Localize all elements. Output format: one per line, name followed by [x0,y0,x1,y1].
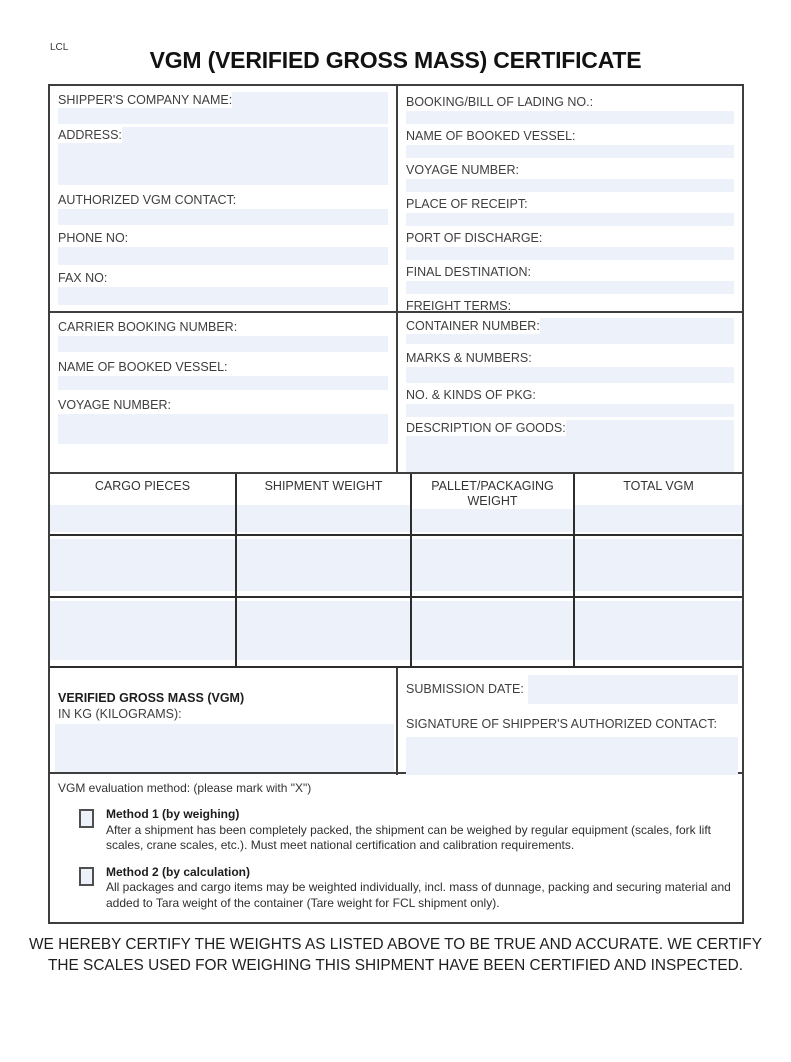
booked-vessel-label: NAME OF BOOKED VESSEL: [406,129,576,143]
weight-cell-r2c1-input[interactable] [50,539,235,591]
shipper-company-name-input[interactable] [58,108,388,124]
weight-table-row2-cell1 [50,534,237,596]
field-freight-terms [406,297,734,311]
field-container-number [406,318,734,344]
carrier-booking-number-label: CARRIER BOOKING NUMBER: [58,320,238,334]
weight-cell-r3c2-input[interactable] [237,601,410,660]
field-description-of-goods [406,420,734,472]
weight-table-row2-cell4 [575,534,742,596]
weight-cell-r2c3-input[interactable] [412,539,573,591]
carrier-voyage-input[interactable] [58,414,388,444]
weight-table-header-shipment-weight [237,474,412,534]
field-shipper-company-name [58,92,388,124]
method2-title: Method 2 (by calculation) [106,864,251,879]
phone-label: PHONE NO: [58,231,129,245]
weight-cell-r1c1-input[interactable] [50,505,235,532]
weight-cell-r1c3-input[interactable] [412,509,573,532]
carrier-voyage-label: VOYAGE NUMBER: [58,398,171,412]
container-details-cell [398,313,742,472]
section-carrier-container [50,313,742,474]
weight-table-row3-cell1 [50,596,237,666]
weight-cell-r2c4-input[interactable] [575,539,742,591]
cargo-pieces-header: CARGO PIECES [94,479,191,493]
field-port-of-discharge [406,229,734,260]
field-bill-of-lading [406,93,734,124]
field-vgm-contact [58,191,388,225]
vgm-title: VERIFIED GROSS MASS (VGM) [58,691,245,705]
final-destination-label: FINAL DESTINATION: [406,265,532,279]
shipment-weight-header: SHIPMENT WEIGHT [264,479,383,493]
shipper-details-cell [50,86,398,311]
field-carrier-vessel [58,358,388,390]
field-carrier-booking-number [58,318,388,352]
field-phone [58,229,388,265]
phone-input[interactable] [58,247,388,265]
field-place-of-receipt [406,195,734,226]
method1-title: Method 1 (by weighing) [106,807,240,821]
field-voyage-number [406,161,734,192]
carrier-booking-number-input[interactable] [58,336,388,352]
total-vgm-header: TOTAL VGM [623,479,694,493]
weight-cell-r1c4-input[interactable] [575,505,742,532]
container-number-input[interactable] [406,334,734,344]
field-email [58,309,388,311]
weight-table-row3-cell2 [237,596,412,666]
vgm-kg-input[interactable] [55,724,394,772]
weight-table-row3-cell3 [412,596,575,666]
fax-label: FAX NO: [58,271,108,285]
field-fax [58,269,388,305]
vgm-contact-input[interactable] [58,209,388,225]
field-submission-date [406,675,738,704]
vgm-contact-label: AUTHORIZED VGM CONTACT: [58,193,237,207]
carrier-vessel-label: NAME OF BOOKED VESSEL: [58,360,228,374]
shipper-address-input-inline[interactable] [122,127,388,143]
container-number-input-inline[interactable] [540,318,734,334]
field-carrier-voyage [58,396,388,444]
field-marks-numbers [406,349,734,383]
weight-cell-r3c3-input[interactable] [412,601,573,660]
method1-description: After a shipment has been completely packed, the shipment can be weighed by regular equipment (scales, fork lift scales, crane scales, etc.). Must meet national certification and calibration requirements. [106,822,711,852]
page-header [48,38,743,84]
port-of-discharge-label: PORT OF DISCHARGE: [406,231,543,245]
vgm-subtitle: IN KG (KILOGRAMS): [58,707,182,721]
pallet-weight-header: PALLET/PACKAGING WEIGHT [431,479,554,508]
marks-numbers-input[interactable] [406,367,734,383]
shipper-address-label: ADDRESS: [58,128,122,142]
weight-table-row3-cell4 [575,596,742,666]
place-of-receipt-input[interactable] [406,213,734,226]
method2-description: All packages and cargo items may be weighted individually, incl. mass of dunnage, packing and securing material and added to Tara weight of the container (Tare weight for FCL shipment only). [106,880,731,910]
field-shipper-address [58,127,388,185]
marks-numbers-label: MARKS & NUMBERS: [406,351,532,365]
weight-table-row2-cell3 [412,534,575,596]
weight-table-row2-cell2 [237,534,412,596]
bill-of-lading-input[interactable] [406,111,734,124]
submission-date-input[interactable] [528,675,738,704]
shipper-company-name-input-inline[interactable] [232,92,388,108]
method1-block [79,807,734,854]
weight-cell-r3c1-input[interactable] [50,601,235,660]
method2-text [106,865,734,912]
place-of-receipt-label: PLACE OF RECEIPT: [406,197,528,211]
submission-cell [398,668,742,775]
voyage-number-label: VOYAGE NUMBER: [406,163,519,177]
field-booked-vessel [406,127,734,158]
container-number-label: CONTAINER NUMBER: [406,319,540,333]
final-destination-input[interactable] [406,281,734,294]
method1-text [106,807,734,854]
vgm-total-cell [50,668,398,775]
booking-details-cell [398,86,742,311]
vgm-certificate-form [48,84,744,924]
shipper-company-name-label: SHIPPER'S COMPANY NAME: [58,93,233,107]
section-shipper-booking [50,86,742,313]
description-of-goods-input[interactable] [406,436,734,472]
section-vgm-submission [50,668,742,774]
certification-statement: WE HEREBY CERTIFY THE WEIGHTS AS LISTED ABOVE TO BE TRUE AND ACCURATE. WE CERTIFY THE SCALES USED FOR WEIGHING THIS SHIPMENT HAVE BEEN CERTIFIED AND INSPECTED. [29,936,762,974]
pkg-input[interactable] [406,404,734,417]
method1-checkbox[interactable] [79,809,94,828]
section-evaluation-method [50,774,742,922]
signature-label: SIGNATURE OF SHIPPER'S AUTHORIZED CONTACT: [406,717,717,731]
voyage-number-input[interactable] [406,179,734,192]
carrier-vessel-input[interactable] [58,376,388,390]
shipper-address-input[interactable] [58,143,388,185]
weight-cell-r3c4-input[interactable] [575,601,742,660]
weight-table-header-pallet-weight [412,474,575,534]
method2-checkbox[interactable] [79,867,94,886]
fax-input[interactable] [58,287,388,305]
weight-table-header-total-vgm [575,474,742,534]
evaluation-heading: VGM evaluation method: (please mark with "X") [58,781,312,795]
weight-cell-r1c2-input[interactable] [237,505,410,532]
field-pkg [406,386,734,417]
weight-table [50,474,742,668]
page-title: VGM (VERIFIED GROSS MASS) CERTIFICATE [149,47,642,73]
freight-terms-label: FREIGHT TERMS: [406,299,512,311]
pkg-label: NO. & KINDS OF PKG: [406,388,536,402]
port-of-discharge-input[interactable] [406,247,734,260]
booked-vessel-input[interactable] [406,145,734,158]
description-of-goods-label: DESCRIPTION OF GOODS: [406,421,566,435]
submission-date-label: SUBMISSION DATE: [406,682,524,696]
weight-cell-r2c2-input[interactable] [237,539,410,591]
corner-label: LCL [50,42,69,53]
method2-block [79,865,734,912]
carrier-details-cell [50,313,398,472]
weight-table-header-cargo-pieces [50,474,237,534]
description-of-goods-input-inline[interactable] [566,420,734,436]
bill-of-lading-label: BOOKING/BILL OF LADING NO.: [406,95,594,109]
field-final-destination [406,263,734,294]
signature-input[interactable] [406,737,738,775]
